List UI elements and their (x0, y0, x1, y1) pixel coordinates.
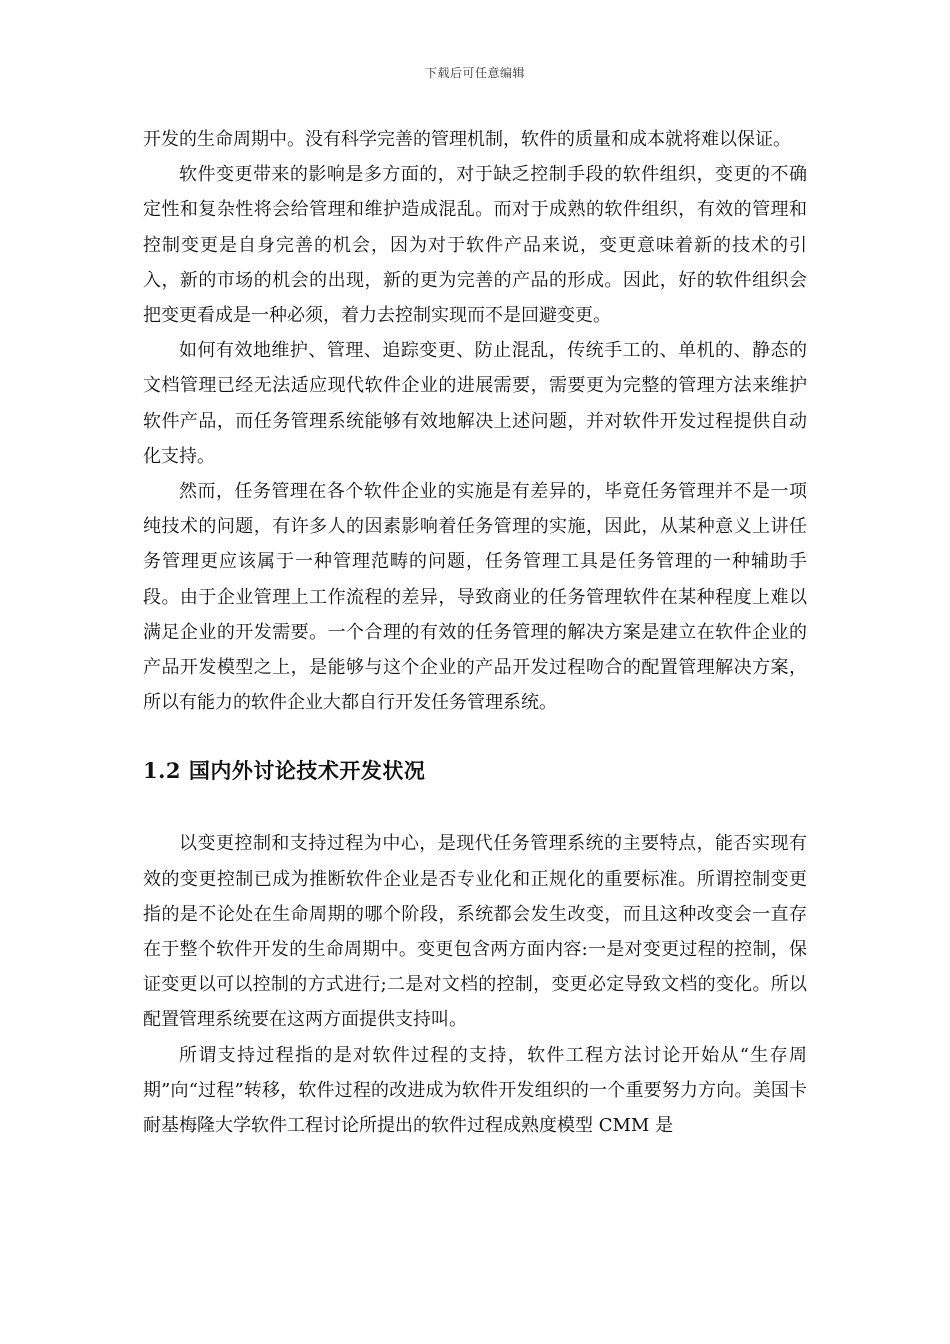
heading-spacer (143, 786, 807, 826)
paragraph: 如何有效地维护、管理、追踪变更、防止混乱，传统手工的、单机的、静态的文档管理已经无法适应现代软件企业的进展需要，需要更为完整的管理方法来维护软件产品，而任务管理系统能够有效地解决上述问题，并对软件开发过程提供自动化支持。 (143, 340, 807, 467)
paragraph: 软件变更带来的影响是多方面的，对于缺乏控制手段的软件组织，变更的不确定性和复杂性将会给管理和维护造成混乱。而对于成熟的软件组织，有效的管理和控制变更是自身完善的机会，因为对于软件产品来说，变更意味着新的技术的引入，新的市场的机会的出现，新的更为完善的产品的形成。因此，好的软件组织会把变更看成是一种必须，着力去控制实现而不是回避变更。 (143, 164, 807, 327)
paragraph: 开发的生命周期中。没有科学完善的管理机制，软件的质量和成本就将难以保证。 (143, 129, 791, 150)
paragraph: 以变更控制和支持过程为中心，是现代任务管理系统的主要特点，能否实现有效的变更控制已成为推断软件企业是否专业化和正规化的重要标准。所谓控制变更指的是不论处在生命周期的哪个阶段，系统都会发生改变，而且这种改变会一直存在于整个软件开发的生命周期中。变更包含两方面内容:一是对变更过程的控制，保证变更以可以控制的方式进行;二是对文档的控制，变更必定导致文档的变化。所以配置管理系统要在这两方面提供支持叫。 (143, 833, 807, 1031)
document-body (143, 122, 807, 1143)
section-heading: 1.2 国内外讨论技术开发状况 (143, 758, 426, 784)
paragraph: 所谓支持过程指的是对软件过程的支持，软件工程方法讨论开始从“生存周期”向“过程”转移，软件过程的改进成为软件开发组织的一个重要努力方向。美国卡耐基梅隆大学软件工程讨论所提出的软件过程成熟度模型 CMM 是 (143, 1044, 807, 1137)
page-header: 下载后可任意编辑 (424, 66, 525, 80)
paragraph: 然而，任务管理在各个软件企业的实施是有差异的，毕竟任务管理并不是一项纯技术的问题，有许多人的因素影响着任务管理的实施，因此，从某种意义上讲任务管理更应该属于一种管理范畴的问题，任务管理工具是任务管理的一种辅助手段。由于企业管理上工作流程的差异，导致商业的任务管理软件在某种程度上难以满足企业的开发需要。一个合理的有效的任务管理的解决方案是建立在软件企业的产品开发模型之上，是能够与这个企业的产品开发过程吻合的配置管理解决方案，所以有能力的软件企业大都自行开发任务管理系统。 (143, 481, 807, 714)
